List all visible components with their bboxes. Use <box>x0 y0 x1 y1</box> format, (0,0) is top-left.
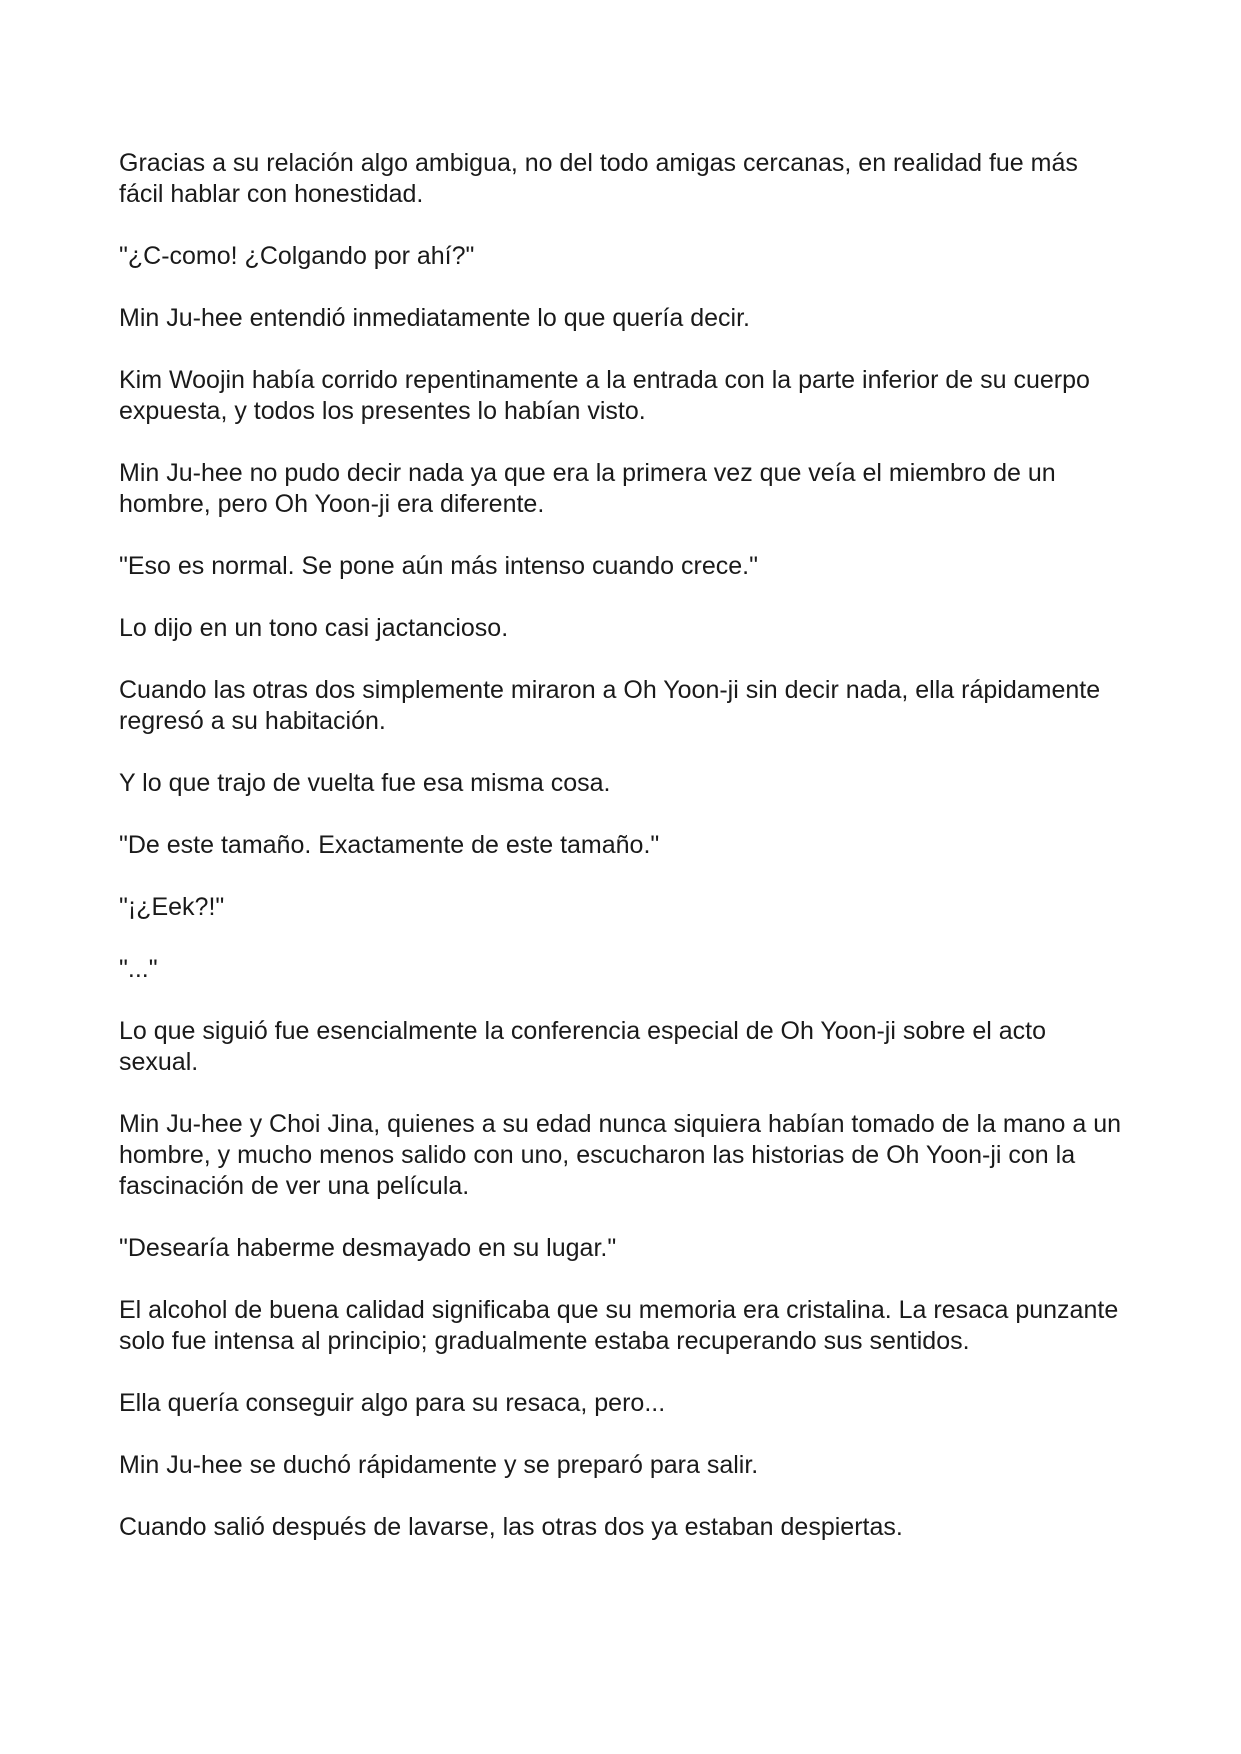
paragraph: Min Ju-hee no pudo decir nada ya que era la primera vez que veía el miembro de un hombre, pero Oh Yoon-ji era diferente. <box>119 459 1056 518</box>
paragraph: Min Ju-hee se duchó rápidamente y se preparó para salir. <box>119 1451 759 1479</box>
paragraph: "..." <box>119 955 158 983</box>
paragraph: "Desearía haberme desmayado en su lugar." <box>119 1234 617 1262</box>
paragraph: Cuando las otras dos simplemente miraron a Oh Yoon-ji sin decir nada, ella rápidamente regresó a su habitación. <box>119 676 1101 735</box>
paragraph: Ella quería conseguir algo para su resaca, pero... <box>119 1389 666 1417</box>
paragraph: Lo que siguió fue esencialmente la conferencia especial de Oh Yoon-ji sobre el acto sexual. <box>119 1017 1047 1076</box>
paragraph: El alcohol de buena calidad significaba que su memoria era cristalina. La resaca punzante solo fue intensa al principio; gradualmente estaba recuperando sus sentidos. <box>119 1296 1119 1355</box>
document-body <box>119 148 1129 1574</box>
paragraph: Lo dijo en un tono casi jactancioso. <box>119 614 509 642</box>
paragraph: Y lo que trajo de vuelta fue esa misma cosa. <box>119 769 611 797</box>
paragraph: Min Ju-hee y Choi Jina, quienes a su edad nunca siquiera habían tomado de la mano a un hombre, y mucho menos salido con uno, escucharon las historias de Oh Yoon-ji con la fascinación de ver una película. <box>119 1110 1122 1200</box>
paragraph: "De este tamaño. Exactamente de este tamaño." <box>119 831 660 859</box>
paragraph: Kim Woojin había corrido repentinamente a la entrada con la parte inferior de su cuerpo expuesta, y todos los presentes lo habían visto. <box>119 366 1090 425</box>
paragraph: "¡¿Eek?!" <box>119 893 225 921</box>
paragraph: "¿C-como! ¿Colgando por ahí?" <box>119 242 475 270</box>
paragraph: Min Ju-hee entendió inmediatamente lo que quería decir. <box>119 304 750 332</box>
paragraph: "Eso es normal. Se pone aún más intenso cuando crece." <box>119 552 758 580</box>
paragraph: Gracias a su relación algo ambigua, no del todo amigas cercanas, en realidad fue más fácil hablar con honestidad. <box>119 149 1078 208</box>
paragraph: Cuando salió después de lavarse, las otras dos ya estaban despiertas. <box>119 1513 903 1541</box>
